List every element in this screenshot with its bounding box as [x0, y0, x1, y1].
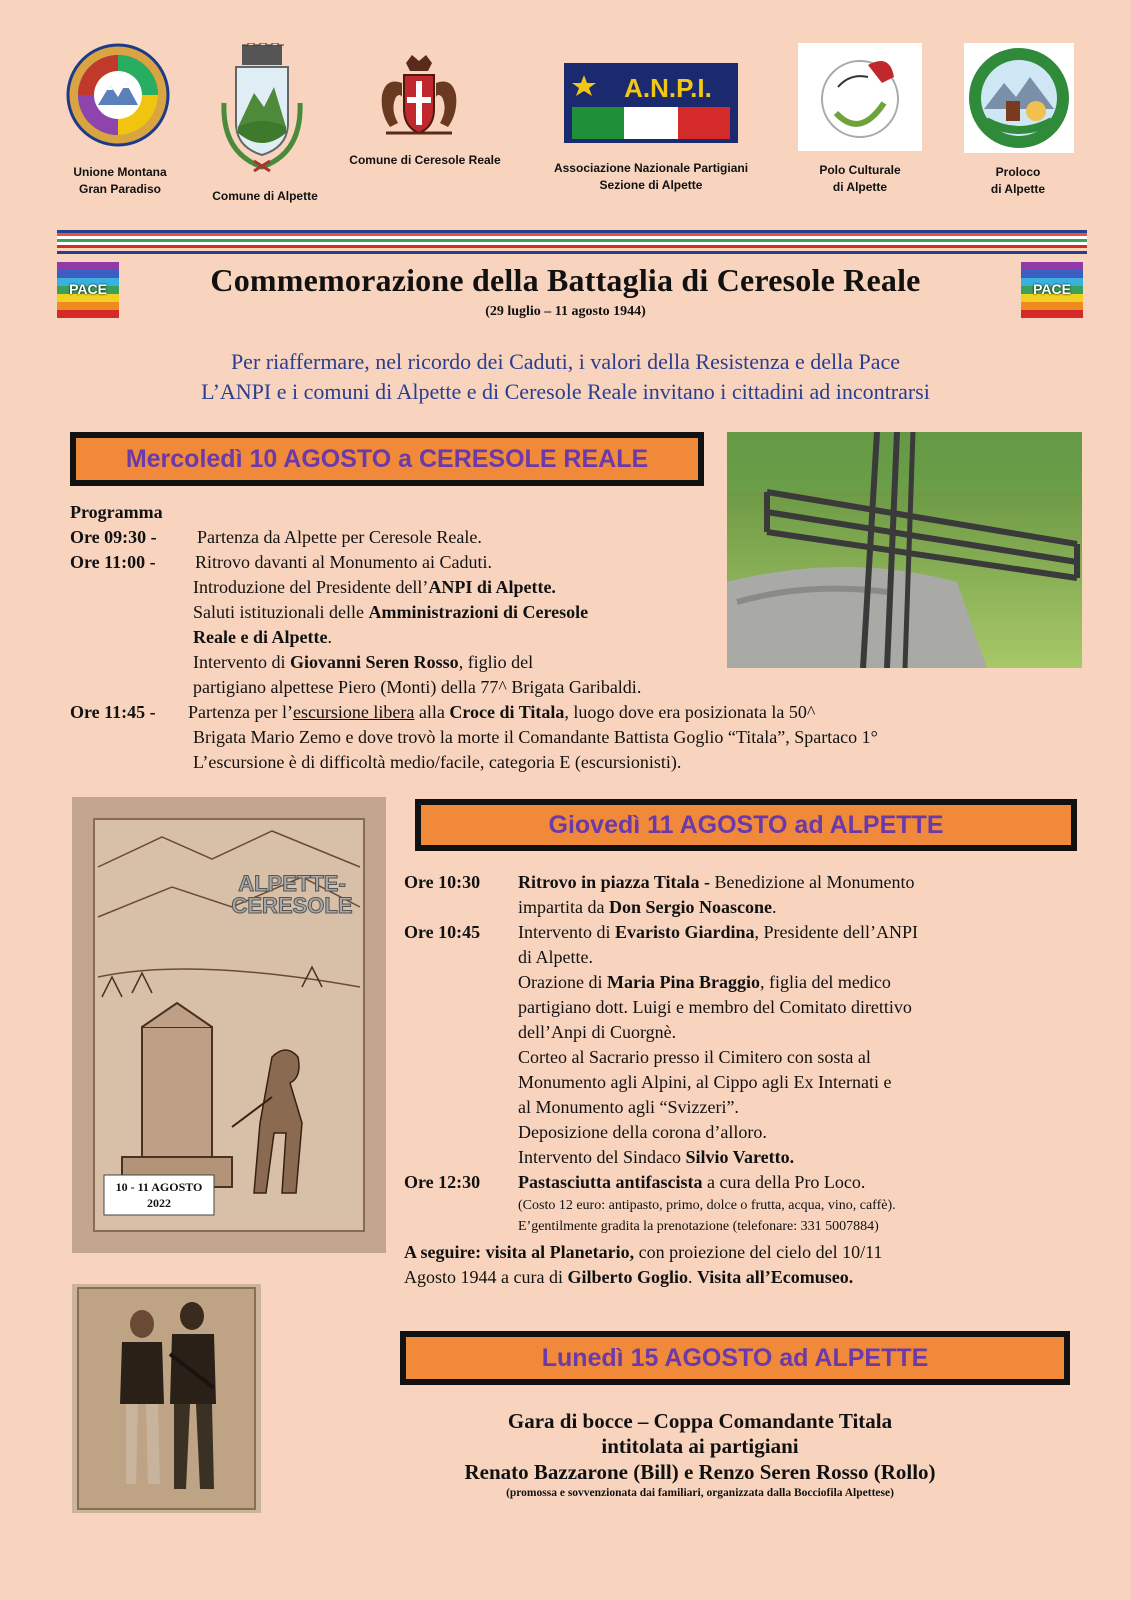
day1-item-7: partigiano alpettese Piero (Monti) della 77^ Brigata Garibaldi. [193, 677, 642, 697]
day2-item-13: Pastasciutta antifascista a cura della Pro Loco. [518, 1172, 866, 1192]
day1-item-6: Intervento di Giovanni Seren Rosso, figlio del [193, 652, 534, 672]
day2-time-2: Ore 10:45 [404, 922, 481, 942]
anpi-logo-text: A.N.P.I. [624, 73, 712, 103]
alpette-coat-of-arms [214, 43, 310, 177]
tricolor-stripe-divider [57, 230, 1087, 254]
day2-item-5: Orazione di Maria Pina Braggio, figlia del medico [518, 972, 891, 992]
day2-item-8: Corteo al Sacrario presso il Cimitero con sosta al [518, 1047, 871, 1067]
programma-label: Programma [70, 502, 163, 522]
day1-item-1: Partenza da Alpette per Ceresole Reale. [197, 527, 482, 547]
partisans-photo [72, 1284, 261, 1513]
day2-item-9: Monumento agli Alpini, al Cippo agli Ex Internati e [518, 1072, 892, 1092]
logo-caption-polo-culturale: Polo Culturale di Alpette [819, 163, 901, 194]
day3-line-3: Renato Bazzarone (Bill) e Renzo Seren Rosso (Rollo) [464, 1460, 936, 1484]
pace-flag-right: PACE [1021, 262, 1083, 318]
pace-flag-left: PACE [57, 262, 119, 318]
intro-line-1: Per riaffermare, nel ricordo dei Caduti, i valori della Resistenza e della Pace [230, 349, 901, 374]
unione-montana-emblem [66, 43, 170, 147]
logo-caption-unione-montana: Unione Montana Gran Paradiso [73, 165, 167, 196]
logo-caption-proloco: Proloco di Alpette [990, 165, 1046, 196]
logo-caption-alpette: Comune di Alpette [212, 189, 318, 203]
day2-item-14: (Costo 12 euro: antipasto, primo, dolce o frutta, acqua, vino, caffè). [518, 1198, 896, 1213]
day2-item-15: E’gentilmente gradita la prenotazione (telefonare: 331 5007884) [518, 1219, 879, 1234]
day1-item-5: Reale e di Alpette. [193, 627, 332, 647]
page-title: Commemorazione della Battaglia di Ceresole Reale [210, 262, 921, 298]
page-subtitle: (29 luglio – 11 agosto 1944) [485, 304, 646, 319]
day1-item-4: Saluti istituzionali delle Amministrazioni di Ceresole [193, 602, 589, 622]
day2-item-1: Ritrovo in piazza Titala - Benedizione al Monumento [518, 872, 915, 892]
day1-item-2: Ritrovo davanti al Monumento ai Caduti. [195, 552, 492, 572]
day1-program [70, 500, 1070, 790]
day1-item-8: Partenza per l’escursione libera alla Croce di Titala, luogo dove era posizionata la 50^ [188, 702, 816, 722]
day2-item-2: impartita da Don Sergio Noascone. [518, 897, 777, 917]
day1-item-3: Introduzione del Presidente dell’ANPI di Alpette. [193, 577, 556, 597]
day2-item-4: di Alpette. [518, 947, 593, 967]
day1-time-1: Ore 09:30 - [70, 527, 157, 547]
day2-time-1: Ore 10:30 [404, 872, 481, 892]
intro-line-2: L’ANPI e i comuni di Alpette e di Ceresole Reale invitano i cittadini ad incontrarsi [201, 379, 930, 404]
day2-item-7: dell’Anpi di Cuorgnè. [518, 1022, 677, 1042]
day1-heading: Mercoledì 10 AGOSTO a CERESOLE REALE [70, 432, 704, 486]
logo-caption-anpi: Associazione Nazionale Partigiani Sezione di Alpette [553, 161, 749, 192]
polo-culturale-logo [798, 43, 922, 151]
day3-details [270, 1409, 1130, 1501]
day2-item-10: al Monumento agli “Svizzeri”. [518, 1097, 739, 1117]
ceresole-coat-of-arms [372, 53, 466, 145]
day3-line-4: (promossa e sovvenzionata dai familiari, organizzata dalla Bocciofila Alpettese) [506, 1487, 894, 1499]
day2-item-3: Intervento di Evaristo Giardina, Presidente dell’ANPI [518, 922, 918, 942]
day2-item-11: Deposizione della corona d’alloro. [518, 1122, 767, 1142]
logo-caption-ceresole: Comune di Ceresole Reale [349, 153, 501, 167]
day1-item-10: L’escursione è di difficoltà medio/facile, categoria E (escursionisti). [193, 752, 682, 772]
commemoration-poster-image [72, 797, 386, 1253]
day3-heading: Lunedì 15 AGOSTO ad ALPETTE [400, 1331, 1070, 1385]
poster-dates: 10 - 11 AGOSTO 2022 [115, 1180, 203, 1210]
poster-title: ALPETTE- CERESOLE [231, 871, 353, 918]
day2-program [404, 870, 1104, 1310]
day2-item-12: Intervento del Sindaco Silvio Varetto. [518, 1147, 795, 1167]
day1-item-9: Brigata Mario Zemo e dove trovò la morte il Comandante Battista Goglio “Titala”, Spartaco 1° [193, 727, 878, 747]
day2-time-3: Ore 12:30 [404, 1172, 481, 1192]
day2-item-17: Agosto 1944 a cura di Gilberto Goglio. Visita all’Ecomuseo. [404, 1267, 854, 1287]
day2-item-16: A seguire: visita al Planetario, con proiezione del cielo del 10/11 [404, 1242, 883, 1262]
day2-item-6: partigiano dott. Luigi e membro del Comitato direttivo [518, 997, 912, 1017]
day1-time-2: Ore 11:00 - [70, 552, 156, 572]
day1-time-3: Ore 11:45 - [70, 702, 156, 722]
day3-line-1: Gara di bocce – Coppa Comandante Titala [507, 1409, 893, 1433]
proloco-logo [964, 43, 1074, 153]
day2-heading: Giovedì 11 AGOSTO ad ALPETTE [415, 799, 1077, 851]
day3-line-2: intitolata ai partigiani [601, 1434, 799, 1458]
anpi-logo [564, 63, 738, 143]
